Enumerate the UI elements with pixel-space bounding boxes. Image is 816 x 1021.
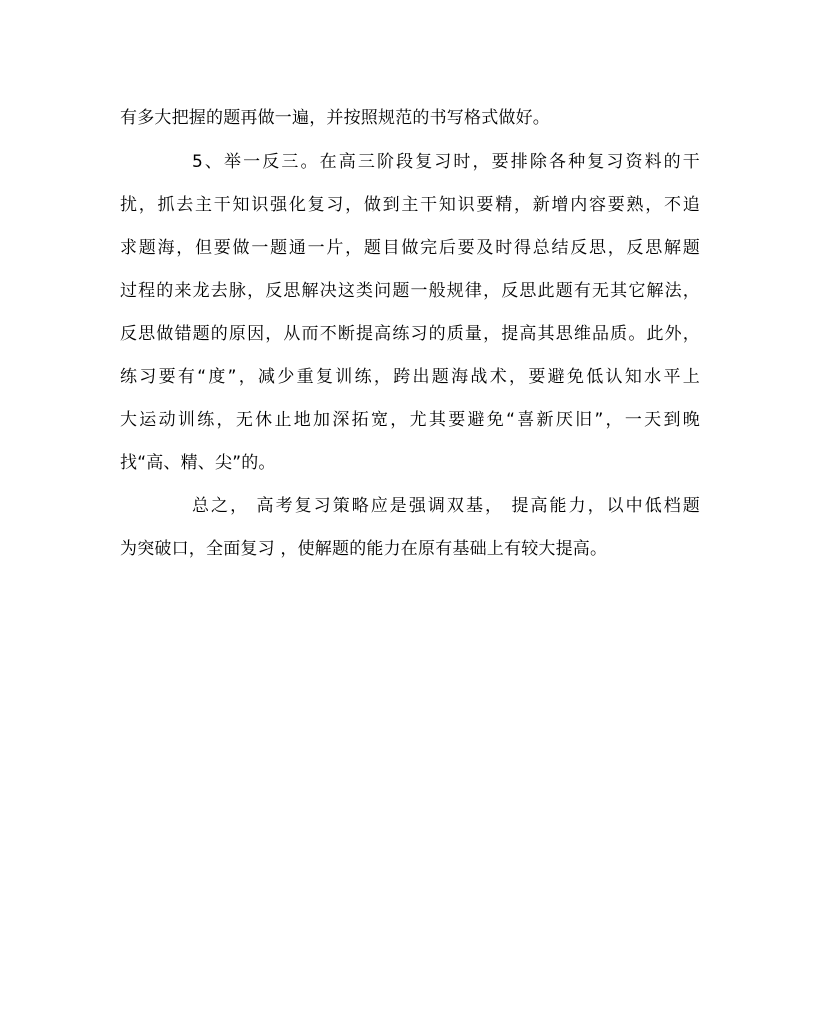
paragraph-line: 求题海，但要做一题通一片，题目做完后要及时得总结反思，反思解题	[120, 238, 700, 258]
paragraph-line: 总之， 高考复习策略应是强调双基， 提高能力，以中低档题	[192, 496, 700, 516]
paragraph-line: 找“高、精、尖”的。	[120, 453, 276, 473]
paragraph-line: 过程的来龙去脉，反思解决这类问题一般规律，反思此题有无其它解法，	[120, 281, 700, 301]
paragraph-line: 扰，抓去主干知识强化复习，做到主干知识要精，新增内容要熟，不追	[120, 195, 700, 215]
paragraph-line: 大运动训练，无休止地加深拓宽，尤其要避免“喜新厌旧”，一天到晚	[120, 410, 700, 430]
paragraph-line: 为突破口，全面复习 ，使解题的能力在原有基础上有较大提高。	[120, 539, 608, 559]
paragraph-line: 5、举一反三。在高三阶段复习时，要排除各种复习资料的干	[192, 152, 700, 172]
paragraph-line: 反思做错题的原因，从而不断提高练习的质量，提高其思维品质。此外，	[120, 324, 700, 344]
paragraph-line: 有多大把握的题再做一遍，并按照规范的书写格式做好。	[120, 108, 550, 128]
paragraph-line: 练习要有“度”，减少重复训练，跨出题海战术，要避免低认知水平上	[120, 367, 700, 387]
